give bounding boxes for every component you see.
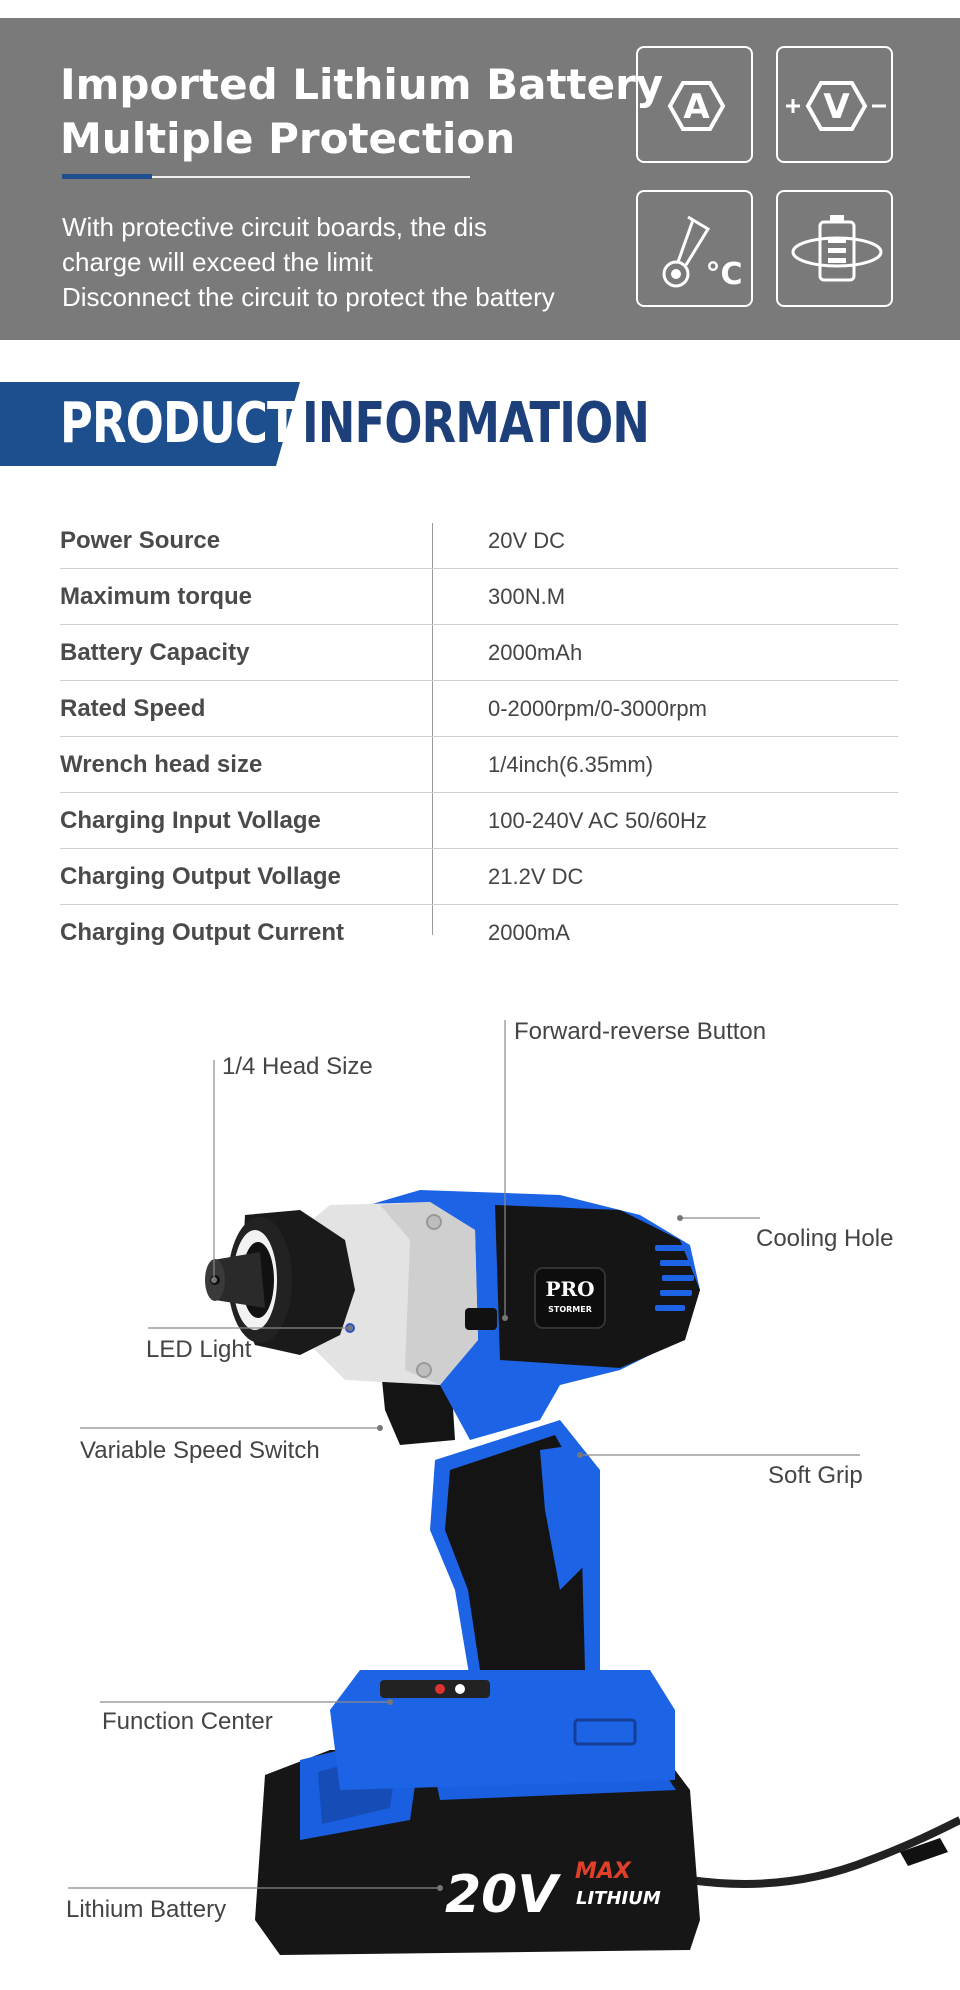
temperature-icon-label: °C	[705, 257, 743, 292]
spec-label: Wrench head size	[60, 751, 263, 778]
spec-row	[60, 737, 898, 793]
brand-pro: PRO	[545, 1277, 595, 1301]
spec-row	[60, 905, 898, 960]
overcurrent-icon	[636, 46, 753, 163]
spec-value: 0-2000rpm/0-3000rpm	[488, 696, 707, 721]
spec-row	[60, 793, 898, 849]
battery-voltage-label: 20V	[445, 1865, 558, 1925]
impact-driver-illustration	[0, 990, 960, 1990]
banner-description	[62, 210, 555, 315]
callout-variable-speed: Variable Speed Switch	[80, 1437, 320, 1464]
spec-label: Battery Capacity	[60, 639, 250, 666]
callout-forward-reverse: Forward-reverse Button	[514, 1018, 767, 1045]
callout-lithium-battery: Lithium Battery	[66, 1896, 227, 1923]
spec-value: 1/4inch(6.35mm)	[488, 752, 654, 777]
banner-title-line2: Multiple Protection	[60, 114, 516, 163]
heading-word-information: INFORMATION	[302, 391, 650, 456]
spec-row	[60, 849, 898, 905]
spec-value: 2000mAh	[488, 640, 583, 665]
callout-led-light: LED Light	[146, 1336, 252, 1363]
banner-title	[60, 58, 663, 166]
overvoltage-icon	[776, 46, 893, 163]
banner-divider	[152, 176, 470, 178]
spec-value: 100-240V AC 50/60Hz	[488, 808, 707, 833]
overcurrent-icon-label: A	[683, 87, 710, 127]
battery-max-label: MAX	[575, 1859, 631, 1884]
battery-type-label: LITHIUM	[576, 1888, 661, 1909]
callout-soft-grip: Soft Grip	[768, 1462, 863, 1489]
overvoltage-icon-label: V	[823, 87, 850, 127]
spec-value: 300N.M	[488, 584, 566, 609]
banner-desc-line3: Disconnect the circuit to protect the battery	[62, 282, 555, 312]
forward-reverse-button	[465, 1308, 497, 1330]
banner-accent-rule	[62, 174, 152, 179]
battery-rotation-icon	[776, 190, 893, 307]
brand-stormer: STORMER	[548, 1305, 592, 1314]
banner-title-line1: Imported Lithium Battery	[60, 60, 664, 109]
spec-value: 2000mA	[488, 920, 570, 945]
spec-label: Rated Speed	[60, 695, 206, 722]
callout-function-center: Function Center	[102, 1708, 273, 1735]
spec-row	[60, 625, 898, 681]
spec-value: 20V DC	[488, 528, 566, 553]
spec-label: Charging Output Vollage	[60, 863, 341, 890]
heading-word-product: PRODUCT	[60, 391, 297, 456]
spec-label: Power Source	[60, 527, 221, 554]
spec-label: Maximum torque	[60, 583, 253, 610]
spec-table	[60, 513, 898, 960]
product-diagram	[0, 990, 960, 1990]
spec-label: Charging Output Current	[60, 919, 344, 946]
callout-head-size: 1/4 Head Size	[222, 1053, 373, 1080]
spec-row	[60, 569, 898, 625]
protection-banner	[0, 18, 960, 340]
banner-desc-line2: charge will exceed the limit	[62, 247, 373, 277]
spec-label: Charging Input Vollage	[60, 807, 321, 834]
spec-row	[60, 681, 898, 737]
banner-desc-line1: With protective circuit boards, the dis	[62, 212, 487, 242]
temperature-icon	[636, 190, 753, 307]
product-information-heading	[0, 382, 960, 466]
spec-row	[60, 513, 898, 569]
callout-cooling-hole: Cooling Hole	[756, 1225, 894, 1252]
spec-value: 21.2V DC	[488, 864, 584, 889]
